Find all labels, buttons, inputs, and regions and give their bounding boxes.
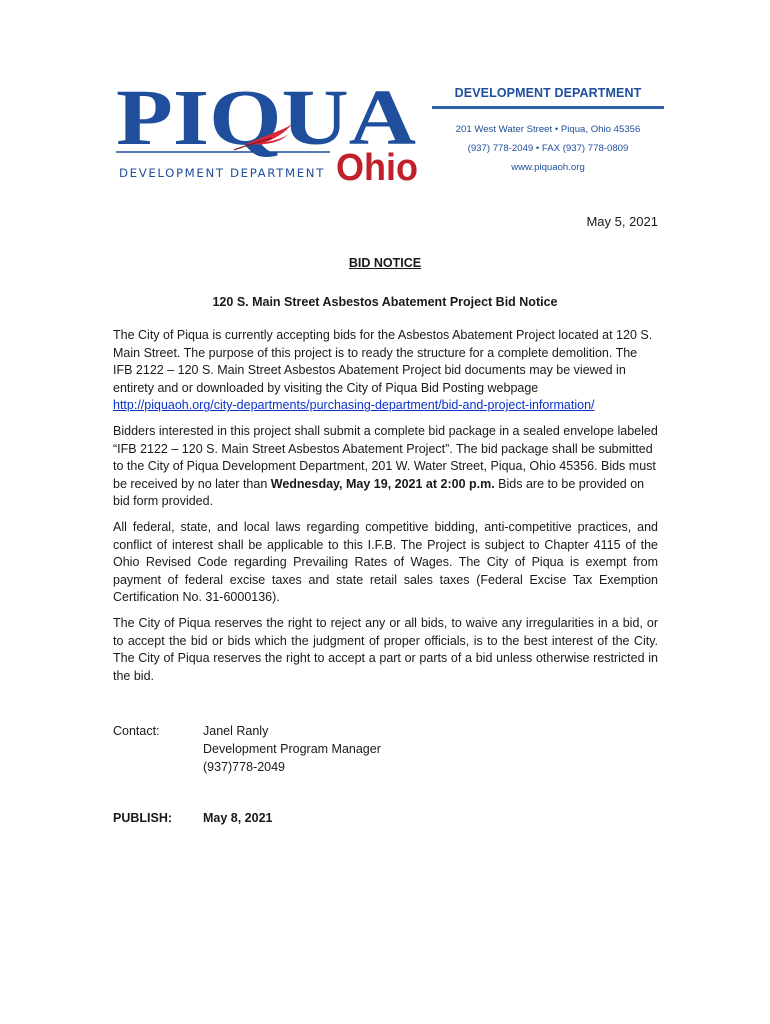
contact-name: Janel Ranly xyxy=(203,724,269,738)
paragraph-1-text: The City of Piqua is currently accepting bids for the Asbestos Abatement Project located at 120 S. Main Street. The purpose of this project is to ready the structure for a complete demolition. The IFB 2122 – 120 S. Main Street Asbestos Abatement Project bid documents may be viewed in entirety and or downloaded by visiting the City of Piqua Bid Posting webpage xyxy=(113,328,653,395)
contact-phone: (937)778-2049 xyxy=(203,759,286,774)
paragraph-2-end: Bids are to be provided on bid form provided. xyxy=(113,476,645,509)
website: www.piquaoh.org xyxy=(511,162,585,173)
contact-label: Contact: xyxy=(113,724,160,738)
paragraph-1 xyxy=(113,327,658,415)
piqua-logo xyxy=(116,80,421,185)
contact-title: Development Program Manager xyxy=(203,741,381,756)
bid-deadline: Wednesday, May 19, 2021 at 2:00 p.m. xyxy=(270,476,495,491)
paragraph-4: The City of Piqua reserves the right to reject any or all bids, to waive any irregularities in a bid, or to accept the bid or bids which the judgment of proper officials, is to the best interest of the City. The City of Piqua reserves the right to accept a part or parts of a bid unless otherwise restricted in the bid. xyxy=(113,615,658,683)
header-rule xyxy=(432,106,664,109)
page-title: BID NOTICE xyxy=(348,256,422,270)
publish-date: May 8, 2021 xyxy=(203,811,273,825)
publish-label: PUBLISH: xyxy=(113,811,173,825)
bid-posting-link[interactable]: http://piquaoh.org/city-departments/purchasing-department/bid-and-project-information/ xyxy=(113,398,595,413)
logo-wordmark: PIQUA xyxy=(116,80,416,162)
paragraph-2 xyxy=(113,423,658,511)
logo-state: Ohio xyxy=(336,147,418,185)
paragraph-3: All federal, state, and local laws regarding competitive bidding, anti-competitive practices, and conflict of interest shall be applicable to this I.F.B. The Project is subject to Chapter 4115 of the Ohio Revised Code regarding Prevailing Rates of Wages. The City of Piqua is exempt from payment of federal excise taxes and state retail sales taxes (Federal Excise Tax Exemption Certification No. 31-6000136). xyxy=(113,519,658,605)
logo-subtitle: DEVELOPMENT DEPARTMENT xyxy=(119,166,325,180)
letterhead-info xyxy=(432,86,664,177)
phone-fax: (937) 778-2049 • FAX (937) 778-0809 xyxy=(467,143,629,154)
paragraph-2-text: Bidders interested in this project shall submit a complete bid package in a sealed envelope labeled “IFB 2122 – 120 S. Main Street Asbestos Abatement Project”. The bid package shall be submitted to the City of Piqua Development Department, 201 W. Water Street, Piqua, Ohio 45356. Bids must be received by no later than xyxy=(113,423,658,491)
department-title: DEVELOPMENT DEPARTMENT xyxy=(454,86,642,100)
address: 201 West Water Street • Piqua, Ohio 45356 xyxy=(455,124,641,135)
document-date: May 5, 2021 xyxy=(586,214,658,229)
subject-line: 120 S. Main Street Asbestos Abatement Project Bid Notice xyxy=(212,295,558,309)
notice-body xyxy=(113,327,658,693)
